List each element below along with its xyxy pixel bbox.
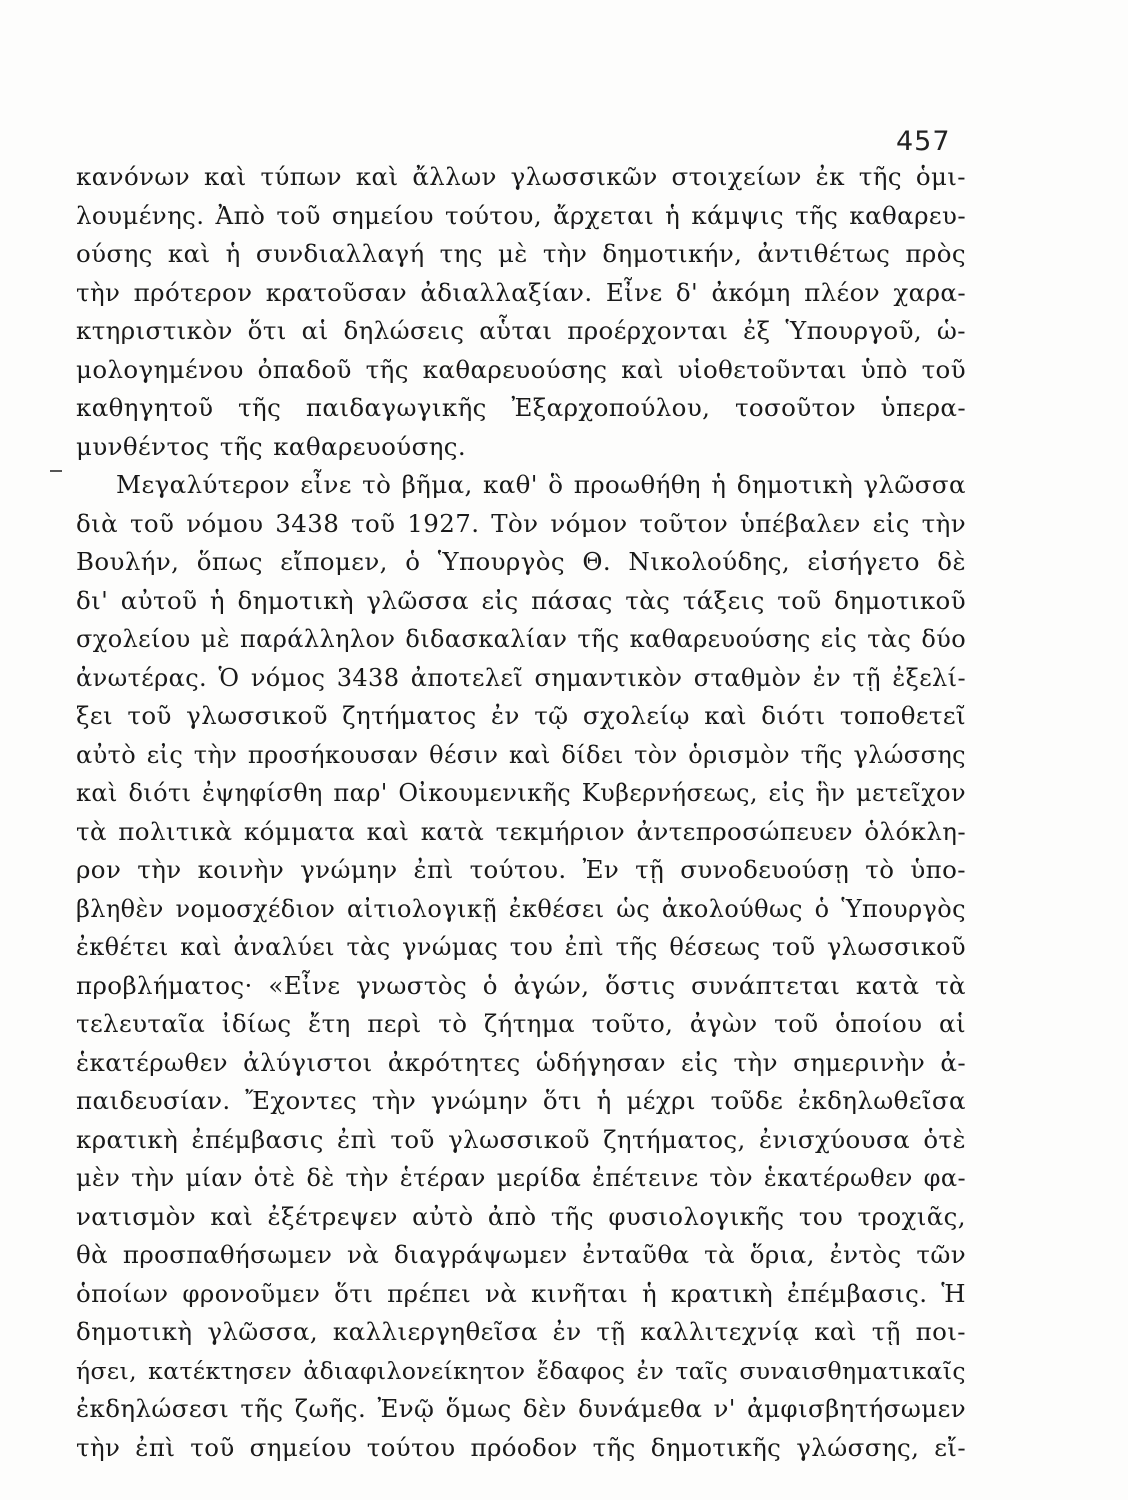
text-line: μὲν τὴν μίαν ὁτὲ δὲ τὴν ἑτέραν μερίδα ἐπέτεινε τὸν ἑκατέρωθεν φα- [76, 1164, 966, 1192]
text-line: ούσης καὶ ἡ συνδιαλλαγή της μὲ τὴν δημοτικήν, ἀντιθέτως πρὸς [76, 239, 966, 268]
text-line: τὴν πρότερον κρατοῦσαν ἀδιαλλαξίαν. Εἶνε δ' ἀκόμη πλέον χαρα- [76, 277, 966, 307]
text-line: Βουλήν, ὅπως εἴπομεν, ὁ Ὑπουργὸς Θ. Νικολούδης, εἰσήγετο δὲ [76, 547, 966, 576]
text-line: τελευταῖα ἰδίως ἔτη περὶ τὸ ζήτημα τοῦτο, ἀγὼν τοῦ ὁποίου αἱ [76, 1009, 966, 1038]
text-line: τὰ πολιτικὰ κόμματα καὶ κατὰ τεκμήριον ἀντεπροσώπευεν ὁλόκλη- [76, 816, 966, 846]
text-line: ρον τὴν κοινὴν γνώμην ἐπὶ τούτου. Ἐν τῇ συνοδευούσῃ τὸ ὑπο- [76, 855, 966, 884]
text-line: ἀνωτέρας. Ὁ νόμος 3438 ἀποτελεῖ σημαντικὸν σταθμὸν ἐν τῇ ἐξελί- [76, 663, 966, 692]
text-line: σχολείου μὲ παράλληλον διδασκαλίαν τῆς καθαρευούσης εἰς τὰς δύο [76, 625, 967, 653]
text-line: κτηριστικὸν ὅτι αἱ δηλώσεις αὗται προέρχονται ἐξ Ὑπουργοῦ, ὡ- [76, 316, 966, 345]
text-line: ξει τοῦ γλωσσικοῦ ζητήματος ἐν τῷ σχολείῳ καὶ διότι τοποθετεῖ [76, 701, 966, 730]
paragraph-start-line: Μεγαλύτερον εἶνε τὸ βῆμα, καθ' ὃ προωθήθη ἡ δημοτικὴ γλῶσσα [116, 470, 966, 499]
text-line: μυνθέντος τῆς καθαρευούσης. [76, 431, 467, 461]
text-line: διὰ τοῦ νόμου 3438 τοῦ 1927. Τὸν νόμον τοῦτον ὑπέβαλεν εἰς τὴν [76, 508, 966, 538]
text-line: καθηγητοῦ τῆς παιδαγωγικῆς Ἐξαρχοπούλου, τοσοῦτον ὑπερα- [76, 393, 966, 422]
text-line: προβλήματος· «Εἶνε γνωστὸς ὁ ἀγών, ὅστις συνάπτεται κατὰ τὰ [76, 970, 966, 1000]
text-line: δι' αὐτοῦ ἡ δημοτικὴ γλῶσσα εἰς πάσας τὰς τάξεις τοῦ δημοτικοῦ [76, 585, 966, 615]
text-line: μολογημένου ὀπαδοῦ τῆς καθαρευούσης καὶ υἱοθετοῦνται ὑπὸ τοῦ [76, 354, 966, 384]
text-line: λουμένης. Ἀπὸ τοῦ σημείου τούτου, ἄρχεται ἡ κάμψις τῆς καθαρευ- [76, 200, 966, 230]
text-line: παιδευσίαν. Ἔχοντες τὴν γνώμην ὅτι ἡ μέχρι τοῦδε ἐκδηλωθεῖσα [76, 1086, 966, 1115]
text-line: δημοτικὴ γλῶσσα, καλλιεργηθεῖσα ἐν τῇ καλλιτεχνίᾳ καὶ τῇ ποι- [76, 1317, 966, 1346]
text-line: αὐτὸ εἰς τὴν προσήκουσαν θέσιν καὶ δίδει τὸν ὁρισμὸν τῆς γλώσσης [76, 740, 966, 769]
text-line: ἑκατέρωθεν ἀλύγιστοι ἀκρότητες ὡδήγησαν εἰς τὴν σημερινὴν ἀ- [76, 1047, 966, 1077]
text-line: ήσει, κατέκτησεν ἀδιαφιλονείκητον ἔδαφος ἐν ταῖς συναισθηματικαῖς [76, 1356, 966, 1385]
text-line: θὰ προσπαθήσωμεν νὰ διαγράψωμεν ἐνταῦθα τὰ ὅρια, ἐντὸς τῶν [76, 1240, 966, 1269]
text-line: ἐκθέτει καὶ ἀναλύει τὰς γνώμας του ἐπὶ τῆς θέσεως τοῦ γλωσσικοῦ [76, 933, 966, 961]
text-line: νατισμὸν καὶ ἐξέτρεψεν αὐτὸ ἀπὸ τῆς φυσιολογικῆς του τροχιᾶς, [76, 1201, 966, 1231]
text-line: καὶ διότι ἐψηφίσθη παρ' Οἰκουμενικῆς Κυβερνήσεως, εἰς ἣν μετεῖχον [76, 779, 966, 807]
page-number: 457 [896, 126, 951, 157]
text-line: κρατικὴ ἐπέμβασις ἐπὶ τοῦ γλωσσικοῦ ζητήματος, ἐνισχύουσα ὁτὲ [76, 1124, 966, 1154]
text-line: ἐκδηλώσεσι τῆς ζωῆς. Ἐνῷ ὅμως δὲν δυνάμεθα ν' ἀμφισβητήσωμεν [76, 1394, 966, 1423]
body-text [76, 158, 966, 1467]
scan-artifact-mark [50, 470, 62, 472]
text-line: ὁποίων φρονοῦμεν ὅτι πρέπει νὰ κινῆται ἡ κρατικὴ ἐπέμβασις. Ἡ [76, 1278, 966, 1308]
text-line: κανόνων καὶ τύπων καὶ ἄλλων γλωσσικῶν στοιχείων ἐκ τῆς ὁμι- [76, 162, 966, 191]
text-line: τὴν ἐπὶ τοῦ σημείου τούτου πρόοδον τῆς δημοτικῆς γλώσσης, εἴ- [76, 1432, 966, 1462]
text-line: βληθὲν νομοσχέδιον αἰτιολογικῇ ἐκθέσει ὡς ἀκολούθως ὁ Ὑπουργὸς [76, 894, 966, 923]
